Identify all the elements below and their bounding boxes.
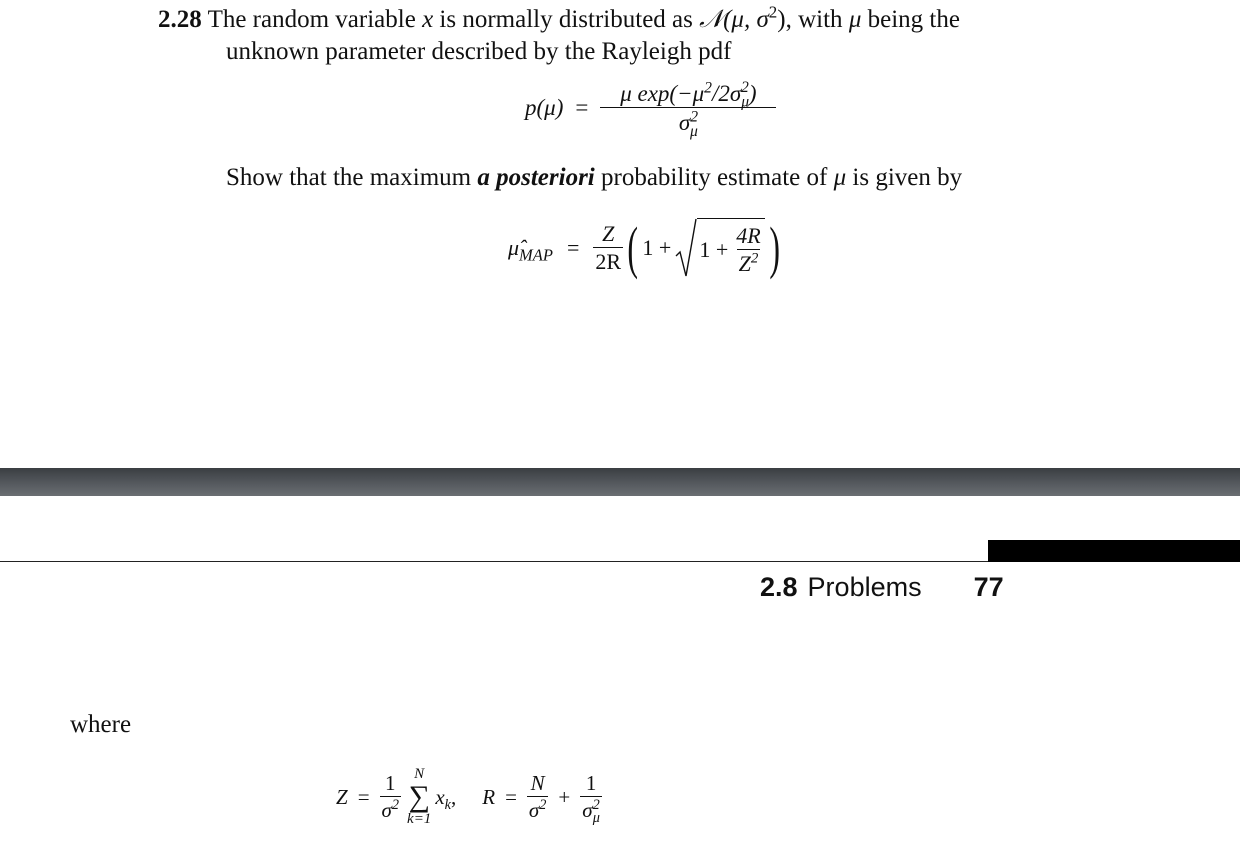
sum-comma: , <box>450 784 457 809</box>
pdf-equals: = <box>575 95 589 120</box>
map-fraction <box>593 223 623 273</box>
statement-mu: μ <box>833 164 847 191</box>
pdf-equation <box>525 79 776 140</box>
r-equals: = <box>505 784 517 809</box>
dist-args-open: (μ, σ <box>723 6 769 33</box>
pdf-denominator: $\sigma^2_\mu$ <box>600 107 776 134</box>
sum-lower: k=1 <box>407 811 432 827</box>
sum-upper: N <box>414 766 425 782</box>
var-x: x <box>422 6 434 33</box>
statement-line <box>226 164 962 192</box>
inner-frac-den: $Z^2$ <box>738 250 759 276</box>
z-equals: = <box>357 784 370 809</box>
definitions-equation <box>336 758 602 836</box>
problem-number: 2.28 <box>158 6 202 33</box>
r-frac1-num: N <box>530 771 545 795</box>
header-page-number: 77 <box>973 572 1004 602</box>
problem-intro-a: The random variable <box>207 6 416 33</box>
r-plus: + <box>558 784 571 809</box>
r-lhs: R <box>482 784 496 809</box>
z-fraction <box>380 773 402 821</box>
r-fraction-1 <box>527 773 549 821</box>
inner-fraction <box>734 222 762 276</box>
page-separator-bar <box>0 468 1240 496</box>
normal-dist-symbol: 𝒩 <box>699 6 724 33</box>
statement-text-c: is given by <box>852 164 963 191</box>
r-frac2-num: 1 <box>585 771 597 795</box>
map-frac-den: 2R <box>595 249 622 274</box>
running-header <box>760 572 1004 603</box>
header-title: Problems <box>807 572 922 602</box>
statement-text-b: probability estimate of <box>601 164 828 191</box>
z-lhs: Z <box>336 784 348 809</box>
pdf-fraction <box>600 79 776 140</box>
problem-text <box>158 4 1158 68</box>
r-frac2-den: $\sigma^2_\mu$ <box>582 797 600 827</box>
map-frac-num: Z <box>602 221 615 246</box>
dist-args-sup: 2 <box>768 2 778 22</box>
inner-one-plus: 1 + <box>699 236 729 262</box>
z-frac-den: $\sigma^2$ <box>381 797 400 822</box>
r-fraction-2 <box>580 771 602 827</box>
map-one-plus: 1 + <box>642 235 672 260</box>
dist-args-close: ), <box>777 6 792 33</box>
header-black-tab <box>988 540 1240 562</box>
problem-intro-b: is normally distributed as <box>439 6 693 33</box>
r-frac1-den: $\sigma^2$ <box>528 797 547 822</box>
map-lhs: $\mû_{MAP}$ <box>508 235 553 265</box>
statement-emph: a posteriori <box>477 164 595 191</box>
pdf-lhs: p(μ) <box>525 95 564 120</box>
sqrt-expression <box>675 218 764 278</box>
left-paren: ( <box>627 215 639 280</box>
mu-symbol: μ <box>848 6 862 33</box>
map-equals: = <box>566 235 580 260</box>
problem-intro-c: with <box>798 6 843 33</box>
inner-frac-num: 4R <box>736 222 761 248</box>
sqrt-sign <box>675 218 697 278</box>
z-frac-num: 1 <box>385 771 396 795</box>
pdf-numerator: μ $\exp(-\mu^2/2\sigma_\mu^2)$ <box>620 79 757 111</box>
problem-line2: unknown parameter described by the Rayleigh pdf <box>226 38 732 65</box>
where-label: where <box>70 711 132 738</box>
statement-text-a: Show that the maximum <box>226 164 472 191</box>
sum-term: $x_k$ <box>435 784 451 813</box>
header-section-number: 2.8 <box>760 572 798 602</box>
sqrt-body <box>697 218 764 278</box>
map-equation <box>508 210 784 286</box>
right-paren: ) <box>769 215 780 280</box>
problem-intro-d: being the <box>867 6 960 33</box>
summation <box>407 767 431 827</box>
sum-symbol: ∑ <box>408 780 430 813</box>
